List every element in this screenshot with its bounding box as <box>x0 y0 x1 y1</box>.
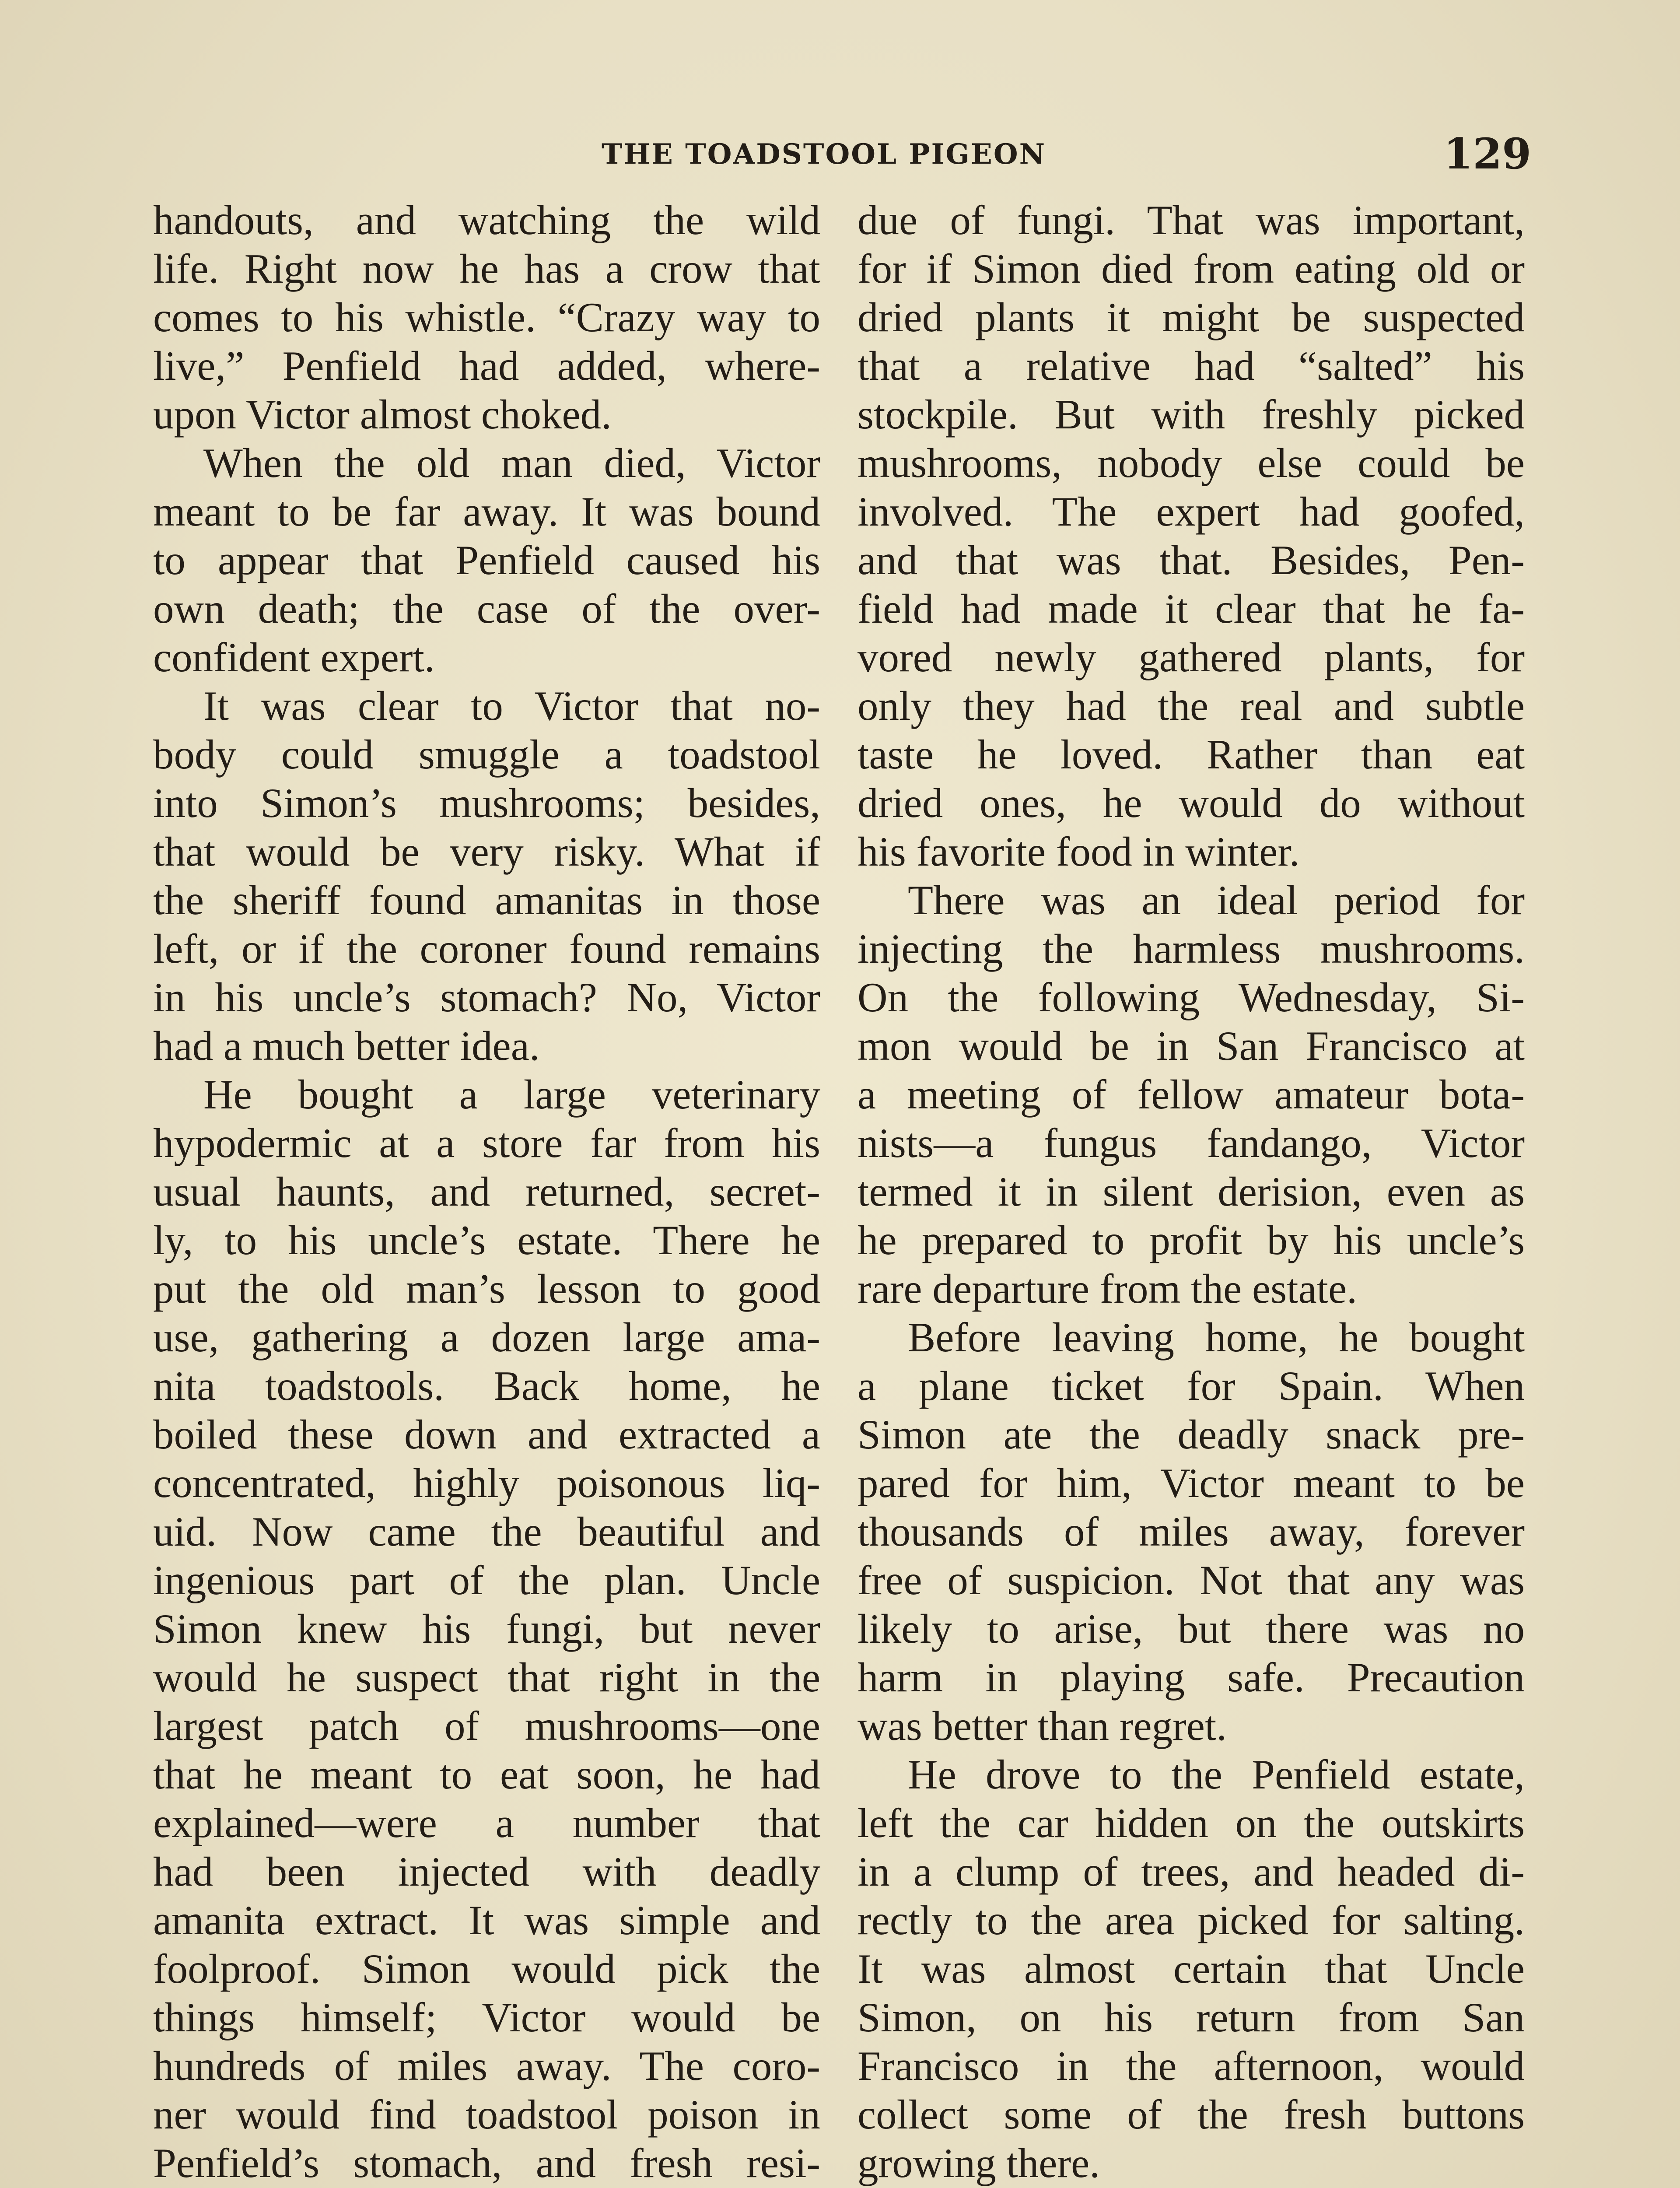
text-line: ingenious part of the plan. Uncle <box>153 1557 820 1603</box>
text-line: On the following Wednesday, Si- <box>858 974 1525 1020</box>
text-line: taste he loved. Rather than eat <box>858 731 1525 778</box>
text-line: that a relative had “salted” his <box>858 343 1525 389</box>
text-line: put the old man’s lesson to good <box>153 1266 820 1312</box>
text-line: nists—a fungus fandango, Victor <box>858 1120 1525 1166</box>
left-text-column <box>153 196 820 2188</box>
text-line: rectly to the area picked for salting. <box>858 1897 1525 1943</box>
text-line: harm in playing safe. Precaution <box>858 1654 1525 1701</box>
text-line: He bought a large veterinary <box>203 1071 820 1118</box>
text-line: He drove to the Penfield estate, <box>908 1751 1525 1798</box>
text-line: own death; the case of the over- <box>153 586 820 632</box>
text-line: injecting the harmless mushrooms. <box>858 926 1525 972</box>
text-line: growing there. <box>858 2140 1100 2186</box>
text-line: field had made it clear that he fa- <box>858 586 1525 632</box>
text-line: Simon, on his return from San <box>858 1994 1525 2041</box>
text-line: termed it in silent derision, even as <box>858 1168 1525 1215</box>
text-line: body could smuggle a toadstool <box>153 731 820 778</box>
text-line: ly, to his uncle’s estate. There he <box>153 1217 820 1263</box>
text-line: When the old man died, Victor <box>203 440 820 486</box>
text-line: involved. The expert had goofed, <box>858 488 1525 535</box>
text-line: left, or if the coroner found remains <box>153 926 820 972</box>
text-line: that he meant to eat soon, he had <box>153 1751 820 1798</box>
text-line: in his uncle’s stomach? No, Victor <box>153 974 820 1020</box>
page-header <box>151 129 1531 182</box>
text-line: pared for him, Victor meant to be <box>858 1460 1525 1506</box>
text-line: free of suspicion. Not that any was <box>858 1557 1525 1603</box>
text-line: usual haunts, and returned, secret- <box>153 1168 820 1215</box>
running-title: THE TOADSTOOL PIGEON <box>602 138 1046 171</box>
text-line: only they had the real and subtle <box>858 683 1525 729</box>
text-line: things himself; Victor would be <box>153 1994 820 2041</box>
text-line: had been injected with deadly <box>153 1848 820 1895</box>
text-line: hundreds of miles away. The coro- <box>153 2043 820 2089</box>
text-line: due of fungi. That was important, <box>858 197 1525 243</box>
text-line: for if Simon died from eating old or <box>858 245 1525 292</box>
text-line: live,” Penfield had added, where- <box>153 343 820 389</box>
text-line: life. Right now he has a crow that <box>153 245 820 292</box>
text-line: collect some of the fresh buttons <box>858 2091 1525 2138</box>
text-line: would he suspect that right in the <box>153 1654 820 1701</box>
text-line: amanita extract. It was simple and <box>153 1897 820 1943</box>
text-line: likely to arise, but there was no <box>858 1606 1525 1652</box>
text-line: foolproof. Simon would pick the <box>153 1946 820 1992</box>
text-line: uid. Now came the beautiful and <box>153 1508 820 1555</box>
text-line: dried plants it might be suspected <box>858 294 1525 340</box>
text-line: rare departure from the estate. <box>858 1266 1357 1312</box>
text-line: concentrated, highly poisonous liq- <box>153 1460 820 1506</box>
text-line: to appear that Penfield caused his <box>153 537 820 583</box>
text-line: mon would be in San Francisco at <box>858 1023 1525 1069</box>
text-line: vored newly gathered plants, for <box>858 634 1525 680</box>
text-line: Simon knew his fungi, but never <box>153 1606 820 1652</box>
text-line: that would be very risky. What if <box>153 828 820 875</box>
text-line: Simon ate the deadly snack pre- <box>858 1411 1525 1458</box>
text-line: the sheriff found amanitas in those <box>153 877 820 923</box>
text-line: meant to be far away. It was bound <box>153 488 820 535</box>
text-line: hypodermic at a store far from his <box>153 1120 820 1166</box>
text-line: his favorite food in winter. <box>858 828 1300 875</box>
text-line: boiled these down and extracted a <box>153 1411 820 1458</box>
text-line: ner would find toadstool poison in <box>153 2091 820 2138</box>
text-line: a plane ticket for Spain. When <box>858 1363 1525 1409</box>
text-line: into Simon’s mushrooms; besides, <box>153 780 820 826</box>
right-text-column <box>858 196 1525 2188</box>
text-line: dried ones, he would do without <box>858 780 1525 826</box>
text-line: comes to his whistle. “Crazy way to <box>153 294 820 340</box>
text-line: explained—were a number that <box>153 1800 820 1846</box>
text-line: Francisco in the afternoon, would <box>858 2043 1525 2089</box>
text-line: had a much better idea. <box>153 1023 540 1069</box>
text-line: was better than regret. <box>858 1703 1227 1749</box>
text-line: confident expert. <box>153 634 435 680</box>
text-line: handouts, and watching the wild <box>153 197 820 243</box>
text-line: and that was that. Besides, Pen- <box>858 537 1525 583</box>
text-line: in a clump of trees, and headed di- <box>858 1848 1525 1895</box>
text-line: largest patch of mushrooms—one <box>153 1703 820 1749</box>
text-line: mushrooms, nobody else could be <box>858 440 1525 486</box>
text-line: It was almost certain that Uncle <box>858 1946 1525 1992</box>
text-line: thousands of miles away, forever <box>858 1508 1525 1555</box>
text-line: he prepared to profit by his uncle’s <box>858 1217 1525 1263</box>
text-line: Before leaving home, he bought <box>908 1314 1525 1360</box>
text-line: There was an ideal period for <box>908 877 1525 923</box>
text-line: nita toadstools. Back home, he <box>153 1363 820 1409</box>
page-number: 129 <box>1443 129 1531 179</box>
text-line: stockpile. But with freshly picked <box>858 391 1525 438</box>
text-line: It was clear to Victor that no- <box>203 683 820 729</box>
text-line: left the car hidden on the outskirts <box>858 1800 1525 1846</box>
text-line: a meeting of fellow amateur bota- <box>858 1071 1525 1118</box>
text-line: upon Victor almost choked. <box>153 391 612 438</box>
text-line: use, gathering a dozen large ama- <box>153 1314 820 1360</box>
text-line: Penfield’s stomach, and fresh resi- <box>153 2140 820 2186</box>
